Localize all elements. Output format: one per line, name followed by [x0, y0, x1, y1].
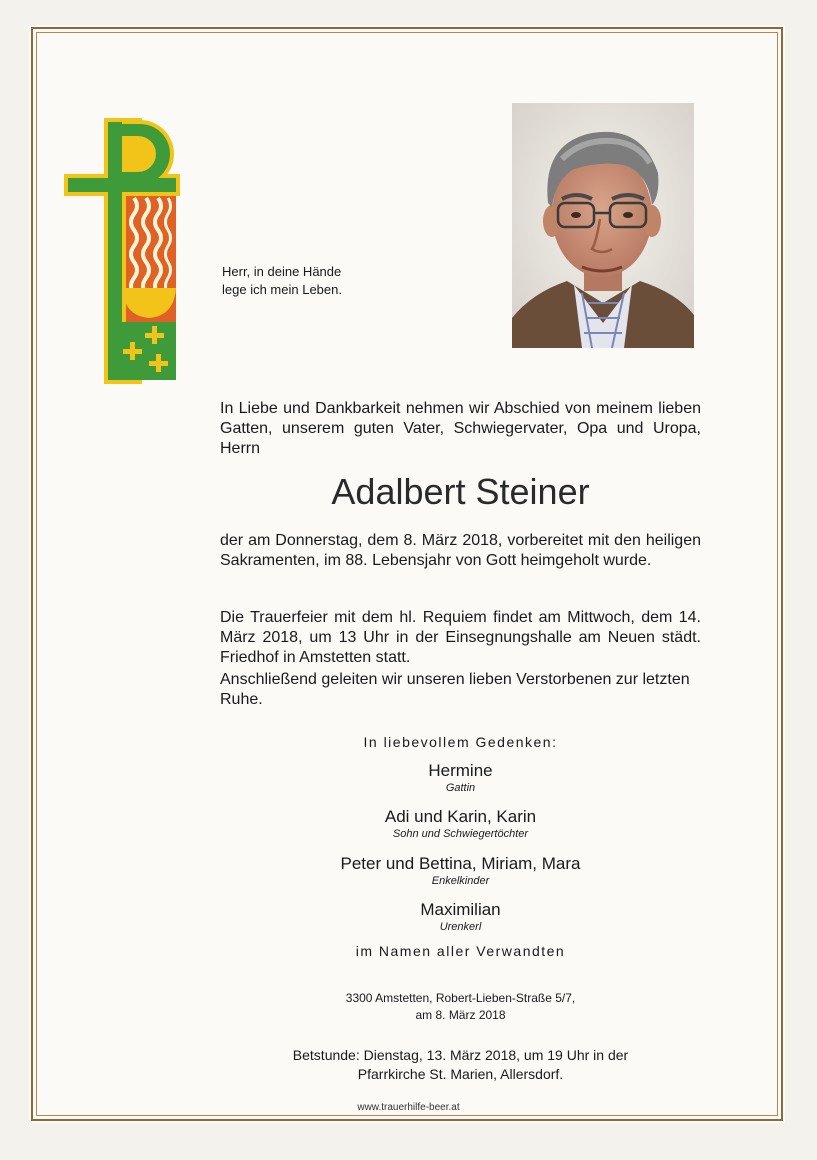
- chi-rho-cross-icon: [64, 118, 180, 384]
- footer-url[interactable]: www.trauerhilfe-beer.at: [357, 1102, 460, 1113]
- funeral-text: Die Trauerfeier mit dem hl. Requiem findet am Mittwoch, dem 14. März 2018, um 13 Uhr in der Einsegnungshalle am Neuen städt. Friedhof in Amstetten statt.: [220, 609, 701, 666]
- bible-verse: [222, 263, 402, 299]
- family-member-name: Peter und Bettina, Miriam, Mara: [340, 854, 581, 873]
- family-member-name: Adi und Karin, Karin: [384, 807, 537, 826]
- prayer-info: [220, 1046, 701, 1084]
- portrait-photo: [512, 103, 694, 348]
- family-member-role: Urenkerl: [439, 921, 482, 933]
- funeral-text-2: Anschließend geleiten wir unseren lieben Verstorbenen zur letzten Ruhe.: [220, 671, 690, 708]
- verse-line-1: Herr, in deine Hände: [222, 264, 342, 279]
- address-line-1: 3300 Amstetten, Robert-Lieben-Straße 5/7,: [345, 991, 576, 1005]
- family-closing: im Namen aller Verwandten: [355, 943, 566, 959]
- family-member: [220, 854, 701, 888]
- family-member-name: Maximilian: [420, 900, 501, 919]
- family-member: [220, 761, 701, 795]
- family-member-role: Sohn und Schwiegertöchter: [392, 828, 529, 840]
- prayer-line-2: Pfarrkirche St. Marien, Allersdorf.: [357, 1066, 564, 1082]
- intro-text: In Liebe und Dankbarkeit nehmen wir Abschied von meinem lieben Gatten, unserem guten Vater, Schwiegervater, Opa und Uropa, Herrn: [220, 400, 701, 457]
- family-member-role: Enkelkinder: [431, 875, 490, 887]
- family-member: [220, 900, 701, 934]
- verse-line-2: lege ich mein Leben.: [222, 282, 342, 297]
- address: [220, 990, 701, 1024]
- family-member: [220, 807, 701, 841]
- family-member-name: Hermine: [428, 761, 493, 780]
- family-heading: In liebevollem Gedenken:: [363, 734, 558, 750]
- prayer-line-1: Betstunde: Dienstag, 13. März 2018, um 19 Uhr in der: [292, 1047, 629, 1063]
- address-line-2: am 8. März 2018: [415, 1008, 506, 1022]
- death-text: der am Donnerstag, dem 8. März 2018, vorbereitet mit den heiligen Sakramenten, im 88. Lebensjahr von Gott heimgeholt wurde.: [220, 532, 701, 569]
- deceased-name: Adalbert Steiner: [331, 471, 590, 512]
- family-member-role: Gattin: [445, 782, 476, 794]
